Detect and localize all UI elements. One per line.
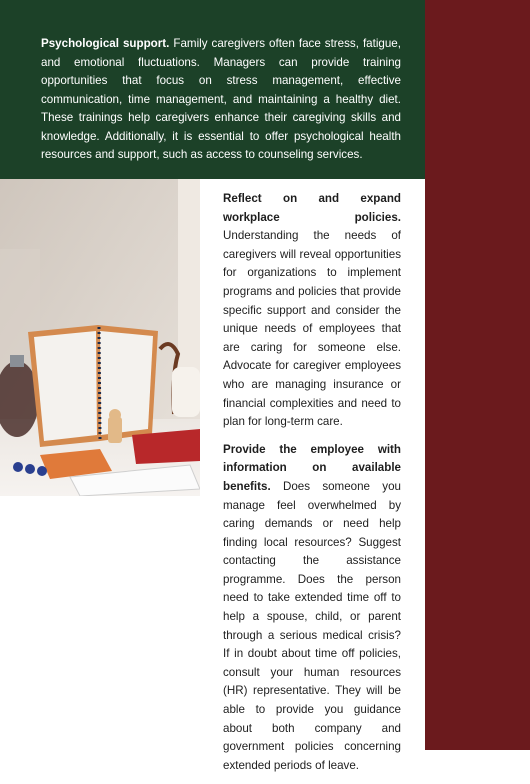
body-column [223, 190, 401, 784]
intro-heading: Psychological support. [41, 37, 170, 50]
intro-paragraph [41, 35, 401, 165]
benefits-heading: Provide the employee with information on available benefits. [223, 442, 401, 493]
maroon-side-strip [425, 0, 530, 750]
benefits-paragraph [223, 441, 401, 776]
benefits-text: Does someone you manage feel overwhelmed by caring demands or need help finding local resources? Suggest contacting the assistance programme. Does the person need to take extended time off to help a spouse, child, or parent through a serious medical crisis? If in doubt about time off policies, consult your human resources (HR) representative. They will be able to provide you guidance about both company and government policies concerning extended periods of leave. [223, 479, 401, 772]
policies-text: Understanding the needs of caregivers will reveal opportunities for organizations to implement programs and policies that provide specific support and consider the unique needs of employees that are caring for someone else. Advocate for caregiver employees who are managing insurance or financial complexities and need to plan for long-term care. [223, 229, 401, 429]
policies-heading: Reflect on and expand workplace policies. [223, 192, 401, 224]
policies-paragraph [223, 190, 401, 432]
intro-text: Family caregivers often face stress, fatigue, and emotional fluctuations. Managers can provide training opportunities that focus on stress management, effective communication, time management, and maintaining a healthy diet. These trainings help caregivers enhance their caregiving skills and knowledge. Additionally, it is essential to offer psychological health resources and support, such as access to counseling services. [41, 37, 401, 161]
intro-panel [0, 0, 425, 179]
desk-notebook-photo [0, 179, 200, 496]
